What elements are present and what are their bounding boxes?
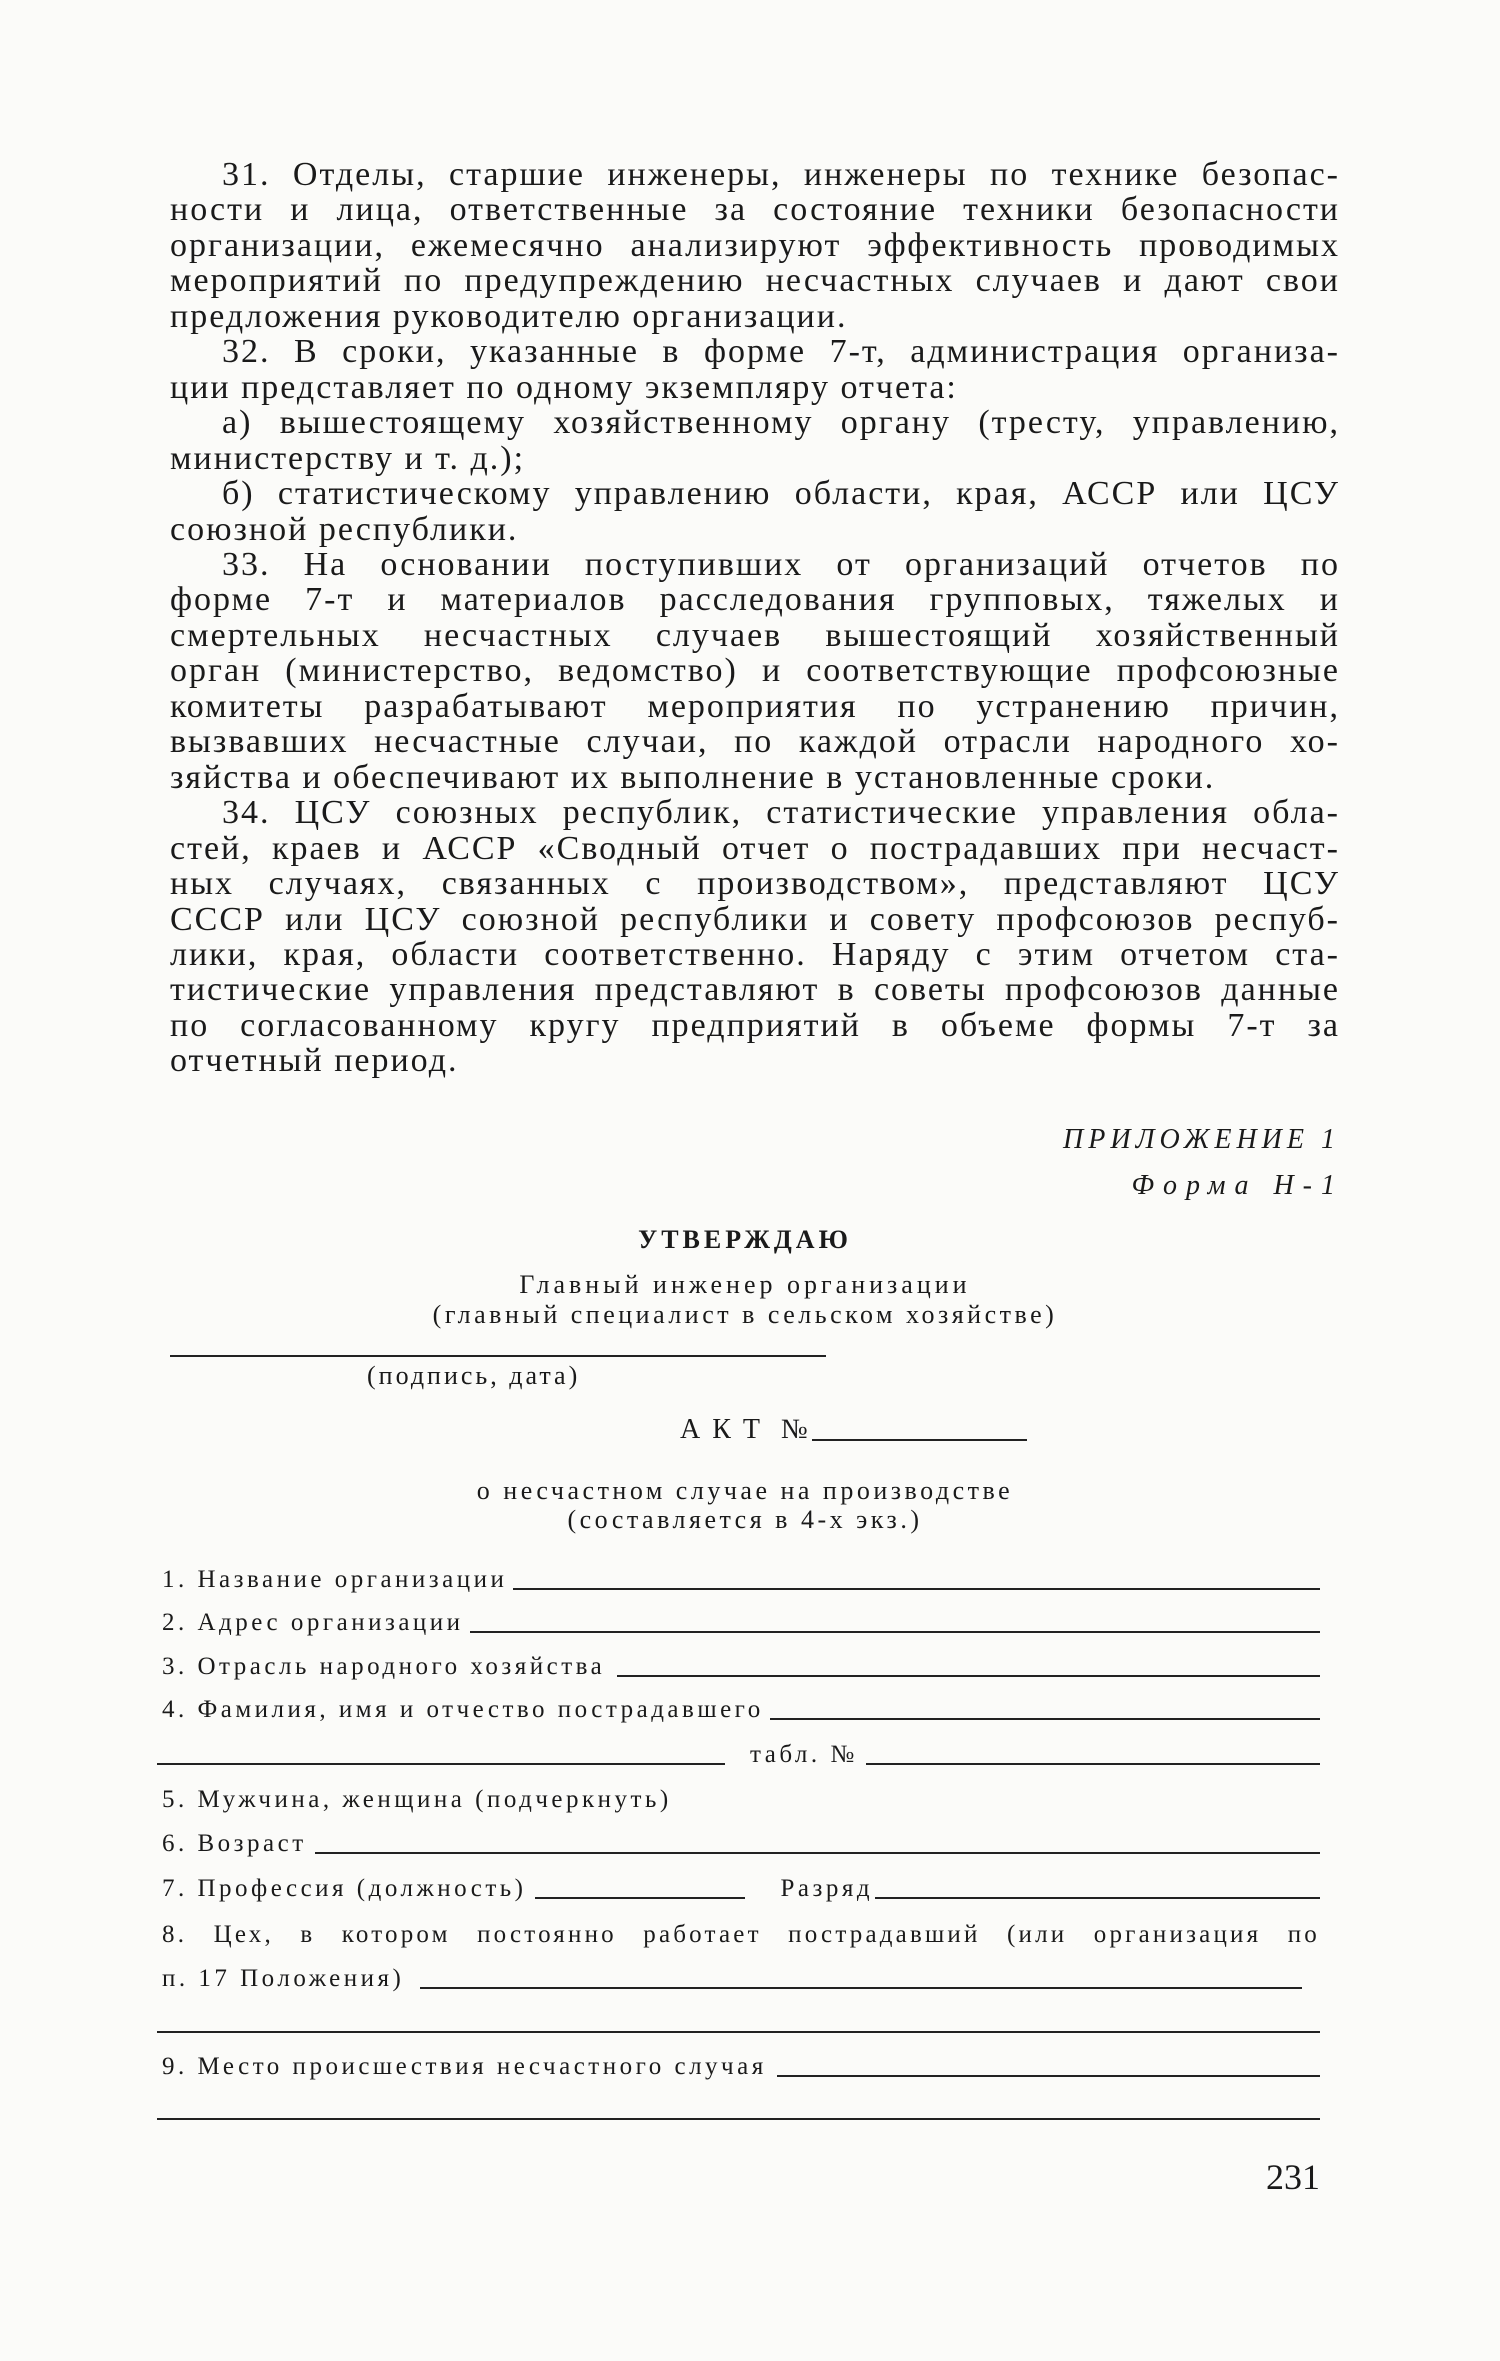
act-subtitle: о несчастном случае на производстве bbox=[476, 1476, 1014, 1505]
field-label: 2. Адрес организации bbox=[162, 1609, 464, 1636]
form-field-9 bbox=[160, 2049, 1320, 2085]
body-line: орган (министерство, ведомство) и соответствующие профсоюзные bbox=[170, 652, 1340, 690]
body-line: зяйства и обеспечивают их выполнение в установленные сроки. bbox=[170, 758, 1216, 796]
body-line: мероприятий по предупреждению несчастных случаев и дают свои bbox=[170, 262, 1340, 300]
blank-line bbox=[157, 2031, 1320, 2033]
signature-caption: (подпись, дата) bbox=[367, 1361, 581, 1390]
body-line: стей, краев и АССР «Сводный отчет о пострадавших при несчаст- bbox=[170, 829, 1340, 867]
field-label: 6. Возраст bbox=[162, 1830, 307, 1857]
blank-line bbox=[866, 1737, 1320, 1765]
blank-line bbox=[157, 2118, 1320, 2120]
form-field-8-continued bbox=[160, 1961, 1302, 1997]
body-line: 33. На основании поступивших от организаций отчетов по bbox=[222, 545, 1340, 583]
form-field-3 bbox=[160, 1649, 1320, 1685]
act-title: АКТ bbox=[680, 1414, 772, 1445]
signature-line bbox=[170, 1355, 826, 1357]
body-line: министерству и т. д.); bbox=[170, 439, 526, 477]
form-field-1 bbox=[160, 1562, 1320, 1598]
paragraph-32 bbox=[170, 334, 1340, 547]
form-field-8: 8. Цех, в котором постоянно работает пострадавший (или организация по bbox=[162, 1921, 1320, 1948]
approver-position: Главный инженер организации bbox=[519, 1270, 971, 1299]
body-text bbox=[170, 157, 1340, 1079]
body-line: комитеты разрабатывают мероприятия по устранению причин, bbox=[170, 687, 1340, 725]
blank-line bbox=[157, 1737, 725, 1765]
field-label: п. 17 Положения) bbox=[162, 1965, 405, 1992]
paragraph-34 bbox=[170, 795, 1340, 1079]
body-line: 31. Отделы, старшие инженеры, инженеры по технике безопас- bbox=[222, 156, 1340, 193]
blank-line bbox=[513, 1562, 1320, 1590]
body-line: союзной республики. bbox=[170, 510, 519, 548]
page-number: 231 bbox=[1266, 2157, 1320, 2197]
body-line: 32. В сроки, указанные в форме 7-т, администрация организа- bbox=[222, 333, 1340, 371]
blank-line bbox=[535, 1871, 745, 1899]
form-code: Форма Н-1 bbox=[1131, 1170, 1344, 1201]
blank-line bbox=[875, 1871, 1320, 1899]
paragraph-33 bbox=[170, 547, 1340, 795]
appendix-label: ПРИЛОЖЕНИЕ 1 bbox=[1063, 1124, 1340, 1155]
body-line: отчетный период. bbox=[170, 1042, 459, 1080]
form-field-5 bbox=[160, 1782, 1320, 1818]
body-line: ции представляет по одному экземпляру отчета: bbox=[170, 368, 958, 406]
body-line: СССР или ЦСУ союзной республики и совету профсоюзов респуб- bbox=[170, 900, 1340, 938]
approver-position-note: (главный специалист в сельском хозяйстве) bbox=[432, 1300, 1058, 1329]
form-field-4-table bbox=[157, 1737, 1320, 1773]
list-item-b: б) статистическому управлению области, края, АССР или ЦСУ bbox=[222, 475, 1340, 513]
form-field-4 bbox=[160, 1692, 1320, 1728]
body-line: ности и лица, ответственные за состояние техники безопасности bbox=[170, 191, 1340, 229]
field-label: 1. Название организации bbox=[162, 1566, 508, 1593]
field-label: 9. Место происшествия несчастного случая bbox=[162, 2053, 767, 2080]
body-line: форме 7-т и материалов расследования групповых, тяжелых и bbox=[170, 581, 1340, 619]
act-copies-note: (составляется в 4-х экз.) bbox=[567, 1505, 923, 1534]
blank-line bbox=[315, 1826, 1320, 1854]
body-line: лики, края, области соответственно. Наряду с этим отчетом ста- bbox=[170, 935, 1340, 973]
field-label: табл. № bbox=[750, 1741, 858, 1768]
body-line: организации, ежемесячно анализируют эффективность проводимых bbox=[170, 226, 1340, 264]
body-line: смертельных несчастных случаев вышестоящий хозяйственный bbox=[170, 616, 1340, 654]
body-line: по согласованному кругу предприятий в объеме формы 7-т за bbox=[170, 1006, 1340, 1044]
blank-line bbox=[420, 1961, 1302, 1989]
field-label: 3. Отрасль народного хозяйства bbox=[162, 1653, 606, 1680]
body-line: тистические управления представляют в советы профсоюзов данные bbox=[170, 971, 1340, 1009]
blank-line bbox=[470, 1605, 1320, 1633]
body-line: ных случаях, связанных с производством», представляют ЦСУ bbox=[170, 865, 1340, 903]
blank-line bbox=[770, 1692, 1320, 1720]
list-item-a: а) вышестоящему хозяйственному органу (тресту, управлению, bbox=[222, 404, 1340, 442]
body-line: предложения руководителю организации. bbox=[170, 297, 848, 335]
field-label: 7. Профессия (должность) bbox=[162, 1875, 527, 1902]
blank-line bbox=[617, 1649, 1320, 1677]
body-line: 34. ЦСУ союзных республик, статистические управления обла- bbox=[222, 794, 1340, 832]
form-field-6 bbox=[160, 1826, 1320, 1862]
blank-line bbox=[777, 2049, 1320, 2077]
approval-heading: УТВЕРЖДАЮ bbox=[638, 1225, 852, 1254]
act-number-blank bbox=[812, 1439, 1027, 1441]
field-label: Разряд bbox=[780, 1875, 874, 1902]
field-label: 4. Фамилия, имя и отчество пострадавшего bbox=[162, 1696, 764, 1723]
body-line: вызвавших несчастные случаи, по каждой отрасли народного хо- bbox=[170, 723, 1340, 761]
form-field-7 bbox=[160, 1871, 1320, 1907]
act-number-sign: № bbox=[781, 1414, 808, 1445]
form-field-2 bbox=[160, 1605, 1320, 1641]
field-label: 5. Мужчина, женщина (подчеркнуть) bbox=[162, 1786, 672, 1813]
paragraph-31 bbox=[170, 157, 1340, 334]
